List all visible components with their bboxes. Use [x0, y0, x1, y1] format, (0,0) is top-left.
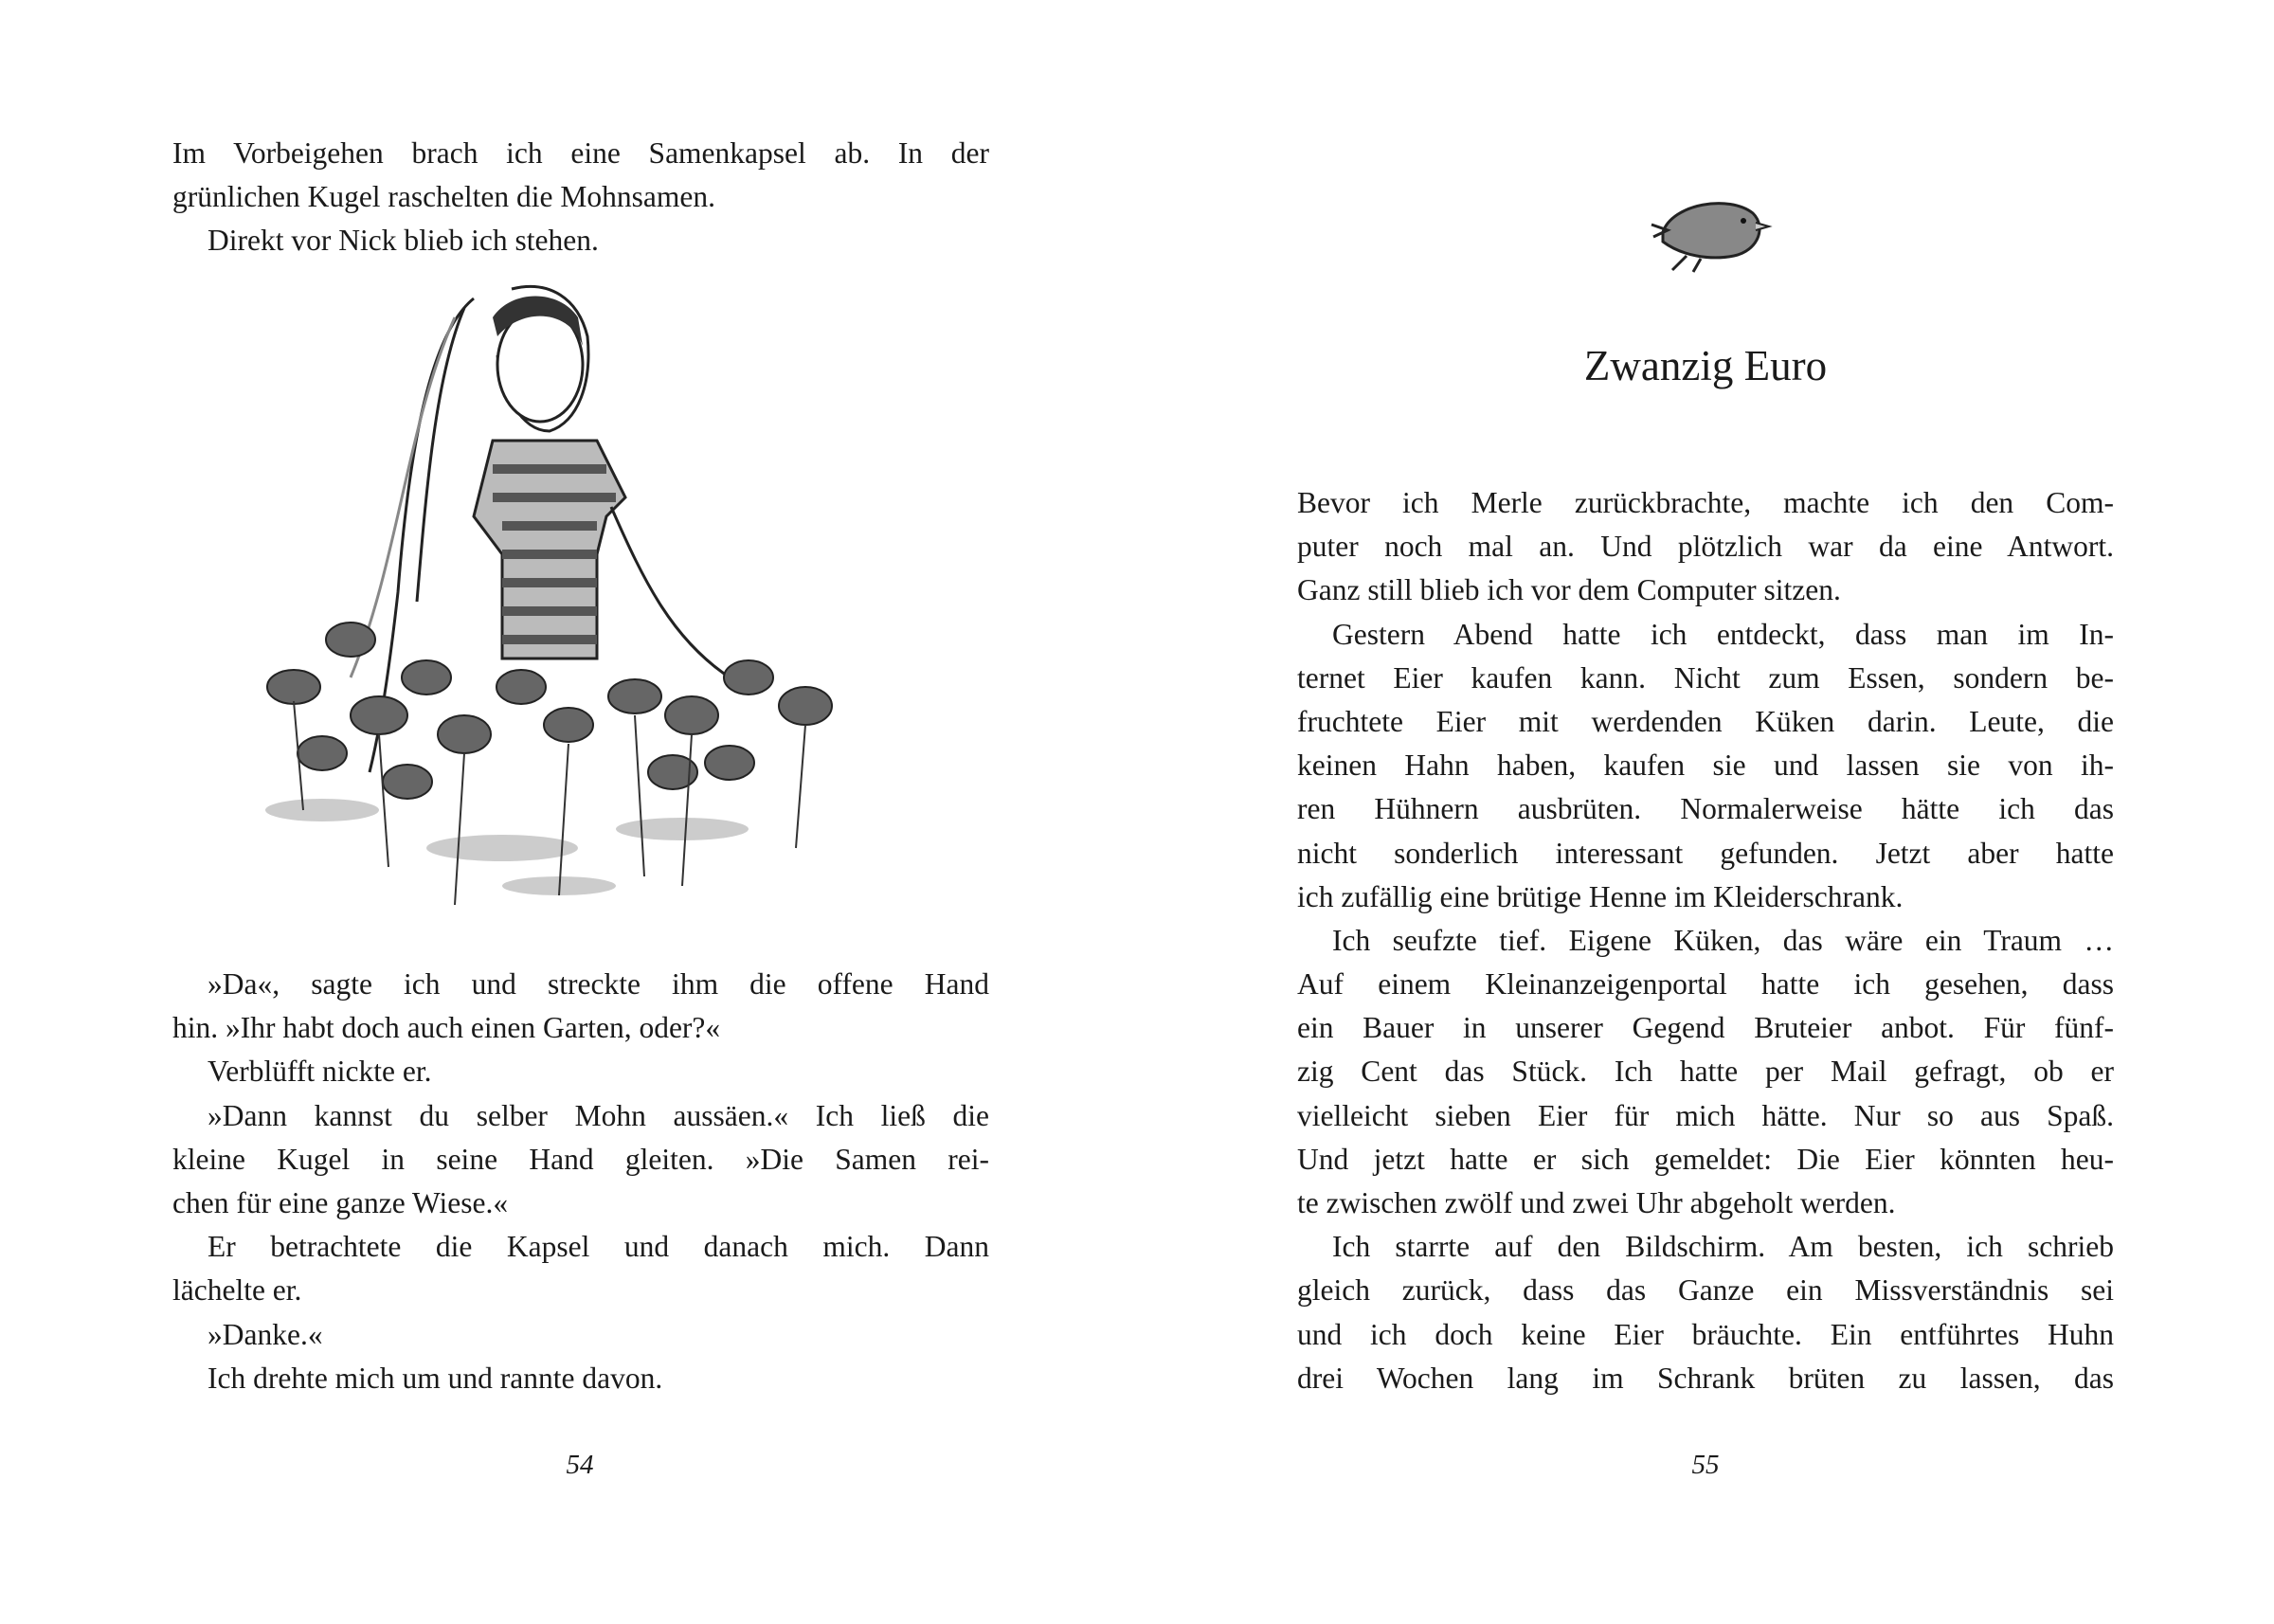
text-line: vielleicht sieben Eier für mich hätte. Nur so aus Spaß. — [1297, 1098, 2114, 1132]
text-line: keinen Hahn haben, kaufen sie und lassen sie von ih- — [1297, 749, 2114, 783]
text-line: »Danke.« — [208, 1317, 323, 1351]
text-line: drei Wochen lang im Schrank brüten zu lassen, das — [1297, 1361, 2114, 1395]
bird-icon — [1644, 185, 1777, 275]
text-line: kleine Kugel in seine Hand gleiten. »Die Samen rei- — [172, 1142, 989, 1176]
girl-in-poppies-illustration — [237, 280, 919, 943]
text-line: chen für eine ganze Wiese.« — [172, 1185, 509, 1219]
chapter-title: Zwanzig Euro — [1583, 342, 1828, 389]
text-line: lächelte er. — [172, 1273, 302, 1308]
text-line: zig Cent das Stück. Ich hatte per Mail gefragt, ob er — [1297, 1055, 2114, 1089]
page-number-left: 54 — [566, 1450, 594, 1480]
text-line: ein Bauer in unserer Gegend Bruteier anbot. Für fünf- — [1297, 1011, 2114, 1045]
text-line: Auf einem Kleinanzeigenportal hatte ich gesehen, dass — [1297, 967, 2114, 1001]
text-line: Ich seufzte tief. Eigene Küken, das wäre ein Traum … — [1332, 923, 2114, 957]
text-line: Gestern Abend hatte ich entdeckt, dass man im In- — [1332, 617, 2114, 651]
left-top-text — [172, 132, 989, 263]
right-text — [1297, 481, 2114, 1400]
striped-shirt — [474, 441, 625, 659]
text-line: nicht sonderlich interessant gefunden. Jetzt aber hatte — [1297, 836, 2114, 870]
text-line: und ich doch keine Eier bräuchte. Ein entführtes Huhn — [1297, 1317, 2114, 1351]
text-line: Ich starrte auf den Bildschirm. Am besten, ich schrieb — [1332, 1230, 2114, 1264]
left-bottom-text — [172, 963, 989, 1400]
page-number-right: 55 — [1691, 1450, 1720, 1480]
text-line: Und jetzt hatte er sich gemeldet: Die Eier könnten heu- — [1297, 1142, 2114, 1176]
text-line: »Da«, sagte ich und streckte ihm die offene Hand — [208, 967, 989, 1001]
text-line: Direkt vor Nick blieb ich stehen. — [208, 224, 599, 258]
text-line: Ich drehte mich um und rannte davon. — [208, 1361, 663, 1395]
text-line: ternet Eier kaufen kann. Nicht zum Essen, sondern be- — [1297, 660, 2114, 695]
text-line: Im Vorbeigehen brach ich eine Samenkapsel ab. In der — [172, 136, 989, 170]
text-line: fruchtete Eier mit werdenden Küken darin. Leute, die — [1297, 704, 2114, 738]
text-line: ich zufällig eine brütige Henne im Kleiderschrank. — [1297, 879, 1904, 913]
text-line: grünlichen Kugel raschelten die Mohnsamen. — [172, 180, 715, 214]
text-line: »Dann kannst du selber Mohn aussäen.« Ich ließ die — [208, 1098, 989, 1132]
text-line: ren Hühnern ausbrüten. Normalerweise hätte ich das — [1297, 792, 2114, 826]
text-line: te zwischen zwölf und zwei Uhr abgeholt werden. — [1297, 1186, 1896, 1219]
text-line: Ganz still blieb ich vor dem Computer sitzen. — [1297, 573, 1841, 607]
text-line: puter noch mal an. Und plötzlich war da eine Antwort. — [1297, 530, 2114, 564]
text-line: Verblüfft nickte er. — [208, 1055, 432, 1089]
text-line: gleich zurück, dass das Ganze ein Missverständnis sei — [1297, 1273, 2114, 1308]
text-line: Er betrachtete die Kapsel und danach mich. Dann — [208, 1230, 989, 1264]
text-line: hin. »Ihr habt doch auch einen Garten, oder?« — [172, 1011, 721, 1045]
text-line: Bevor ich Merle zurückbrachte, machte ich den Com- — [1297, 486, 2114, 519]
